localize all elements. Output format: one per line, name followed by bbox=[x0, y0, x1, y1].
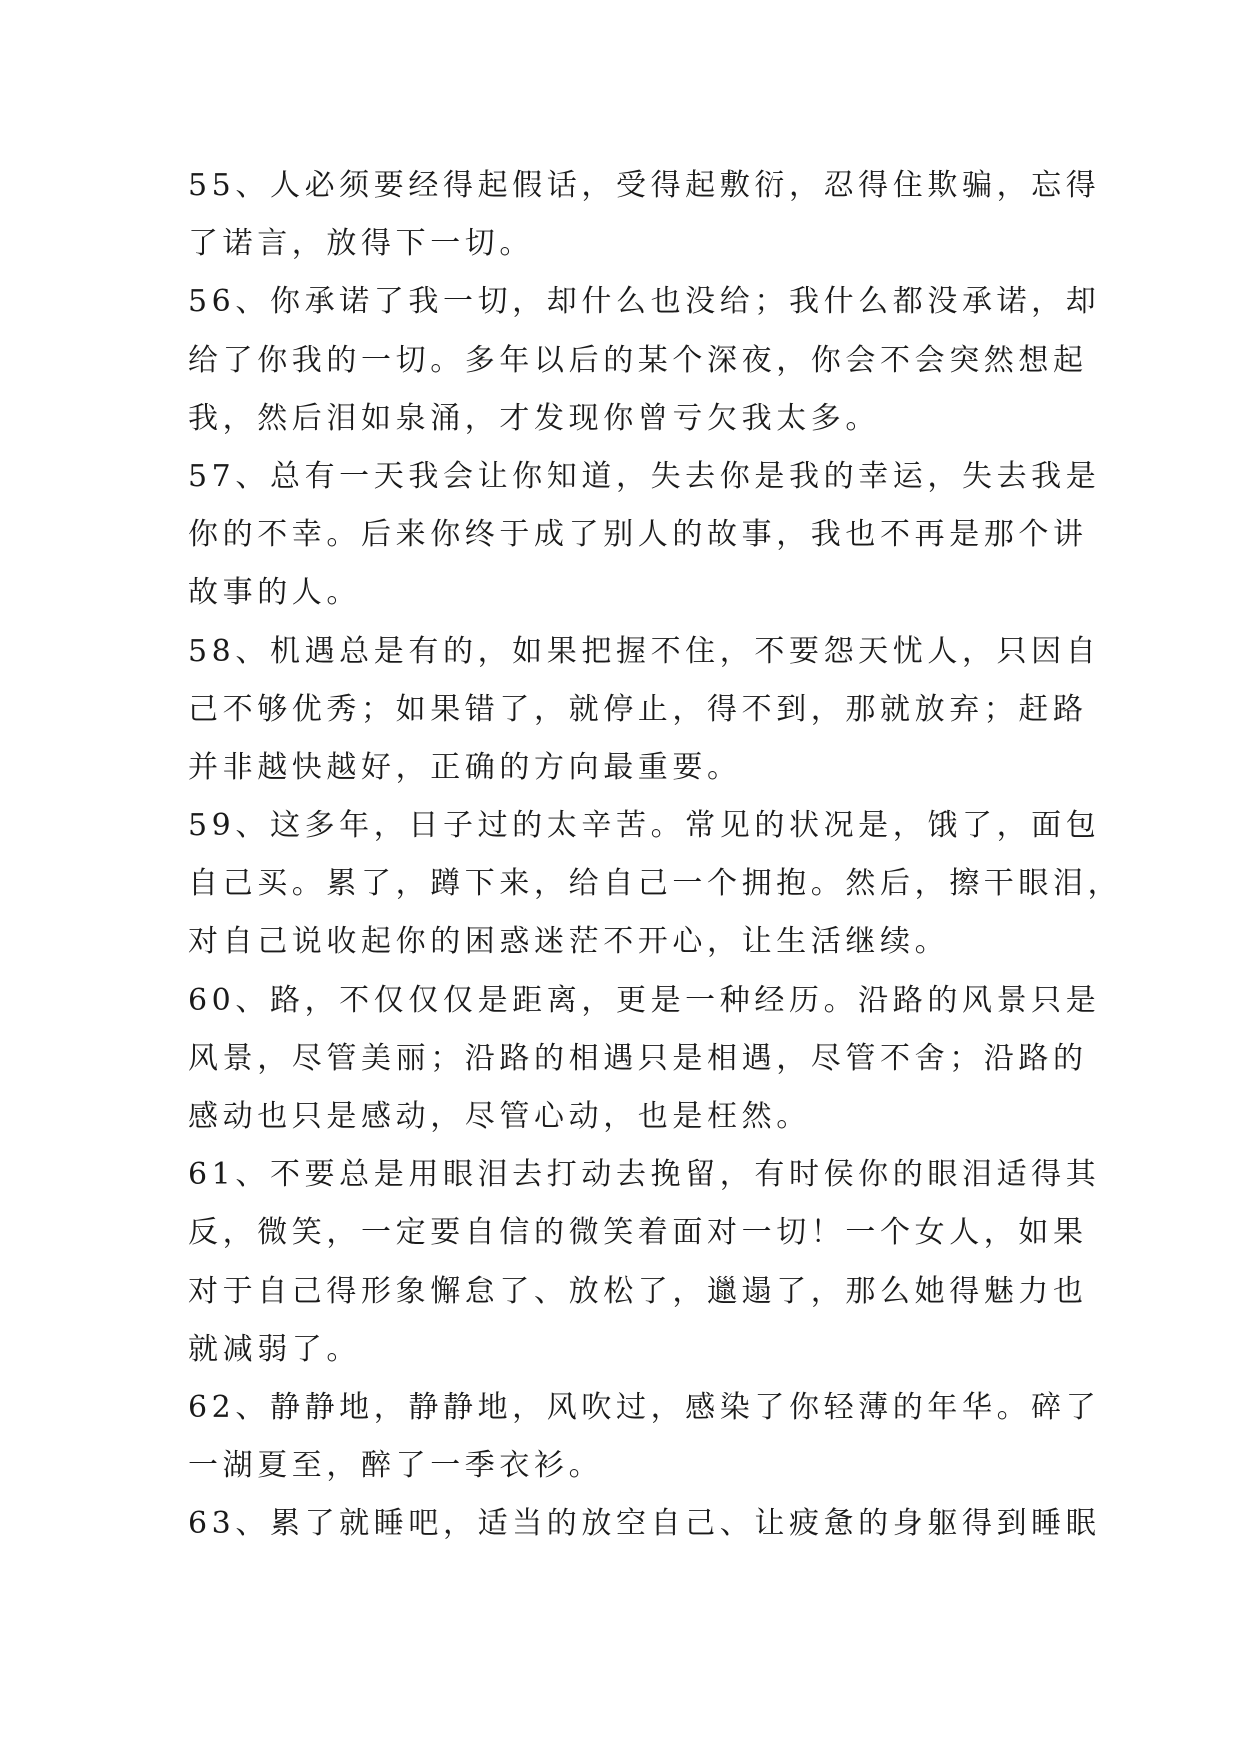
paragraph-60 bbox=[188, 972, 1101, 1147]
body-text bbox=[188, 157, 1123, 1554]
paragraph-61 bbox=[188, 1146, 1101, 1379]
paragraph-57 bbox=[188, 448, 1101, 623]
text-line: 61、不要总是用眼泪去打动去挽留，有时侯你的眼泪适得其 bbox=[188, 1157, 1101, 1193]
paragraph-56 bbox=[188, 273, 1101, 448]
text-line: 给了你我的一切。多年以后的某个深夜，你会不会突然想起 bbox=[188, 342, 1088, 378]
text-line: 故事的人。 bbox=[188, 575, 361, 611]
text-line: 一湖夏至，醉了一季衣衫。 bbox=[188, 1448, 604, 1484]
text-line: 你的不幸。后来你终于成了别人的故事，我也不再是那个讲 bbox=[188, 517, 1088, 553]
text-line: 对自己说收起你的困惑迷茫不开心，让生活继续。 bbox=[188, 924, 950, 960]
text-line: 63、累了就睡吧，适当的放空自己、让疲惫的身躯得到睡眠 bbox=[188, 1506, 1101, 1542]
text-line: 我，然后泪如泉涌，才发现你曾亏欠我太多。 bbox=[188, 400, 880, 436]
paragraph-63 bbox=[188, 1495, 1101, 1553]
paragraph-62 bbox=[188, 1379, 1101, 1495]
text-line: 55、人必须要经得起假话，受得起敷衍，忍得住欺骗，忘得 bbox=[188, 168, 1101, 203]
text-line: 就减弱了。 bbox=[188, 1331, 361, 1367]
text-line: 57、总有一天我会让你知道，失去你是我的幸运，失去我是 bbox=[188, 458, 1101, 494]
paragraph-59 bbox=[188, 797, 1123, 972]
text-line: 并非越快越好，正确的方向最重要。 bbox=[188, 749, 742, 785]
paragraph-58 bbox=[188, 623, 1101, 798]
text-line: 感动也只是感动，尽管心动，也是枉然。 bbox=[188, 1099, 811, 1134]
text-line: 62、静静地，静静地，风吹过，感染了你轻薄的年华。碎了 bbox=[188, 1389, 1101, 1425]
paragraph-55 bbox=[188, 157, 1101, 273]
text-line: 60、路，不仅仅仅是距离，更是一种经历。沿路的风景只是 bbox=[188, 982, 1101, 1018]
text-line: 对于自己得形象懈怠了、放松了，邋遢了，那么她得魅力也 bbox=[188, 1273, 1088, 1309]
text-line: 56、你承诺了我一切，却什么也没给；我什么都没承诺，却 bbox=[188, 284, 1101, 320]
text-line: 己不够优秀；如果错了，就停止，得不到，那就放弃；赶路 bbox=[188, 691, 1088, 727]
text-line: 反，微笑，一定要自信的微笑着面对一切！一个女人，如果 bbox=[188, 1215, 1088, 1251]
text-line: 59、这多年，日子过的太辛苦。常见的状况是，饿了，面包 bbox=[188, 808, 1101, 844]
text-line: 自己买。累了，蹲下来，给自己一个拥抱。然后，擦干眼泪， bbox=[188, 866, 1123, 902]
text-line: 58、机遇总是有的，如果把握不住，不要怨天忧人，只因自 bbox=[188, 633, 1101, 669]
text-line: 风景，尽管美丽；沿路的相遇只是相遇，尽管不舍；沿路的 bbox=[188, 1040, 1088, 1076]
text-line: 了诺言，放得下一切。 bbox=[188, 226, 534, 262]
